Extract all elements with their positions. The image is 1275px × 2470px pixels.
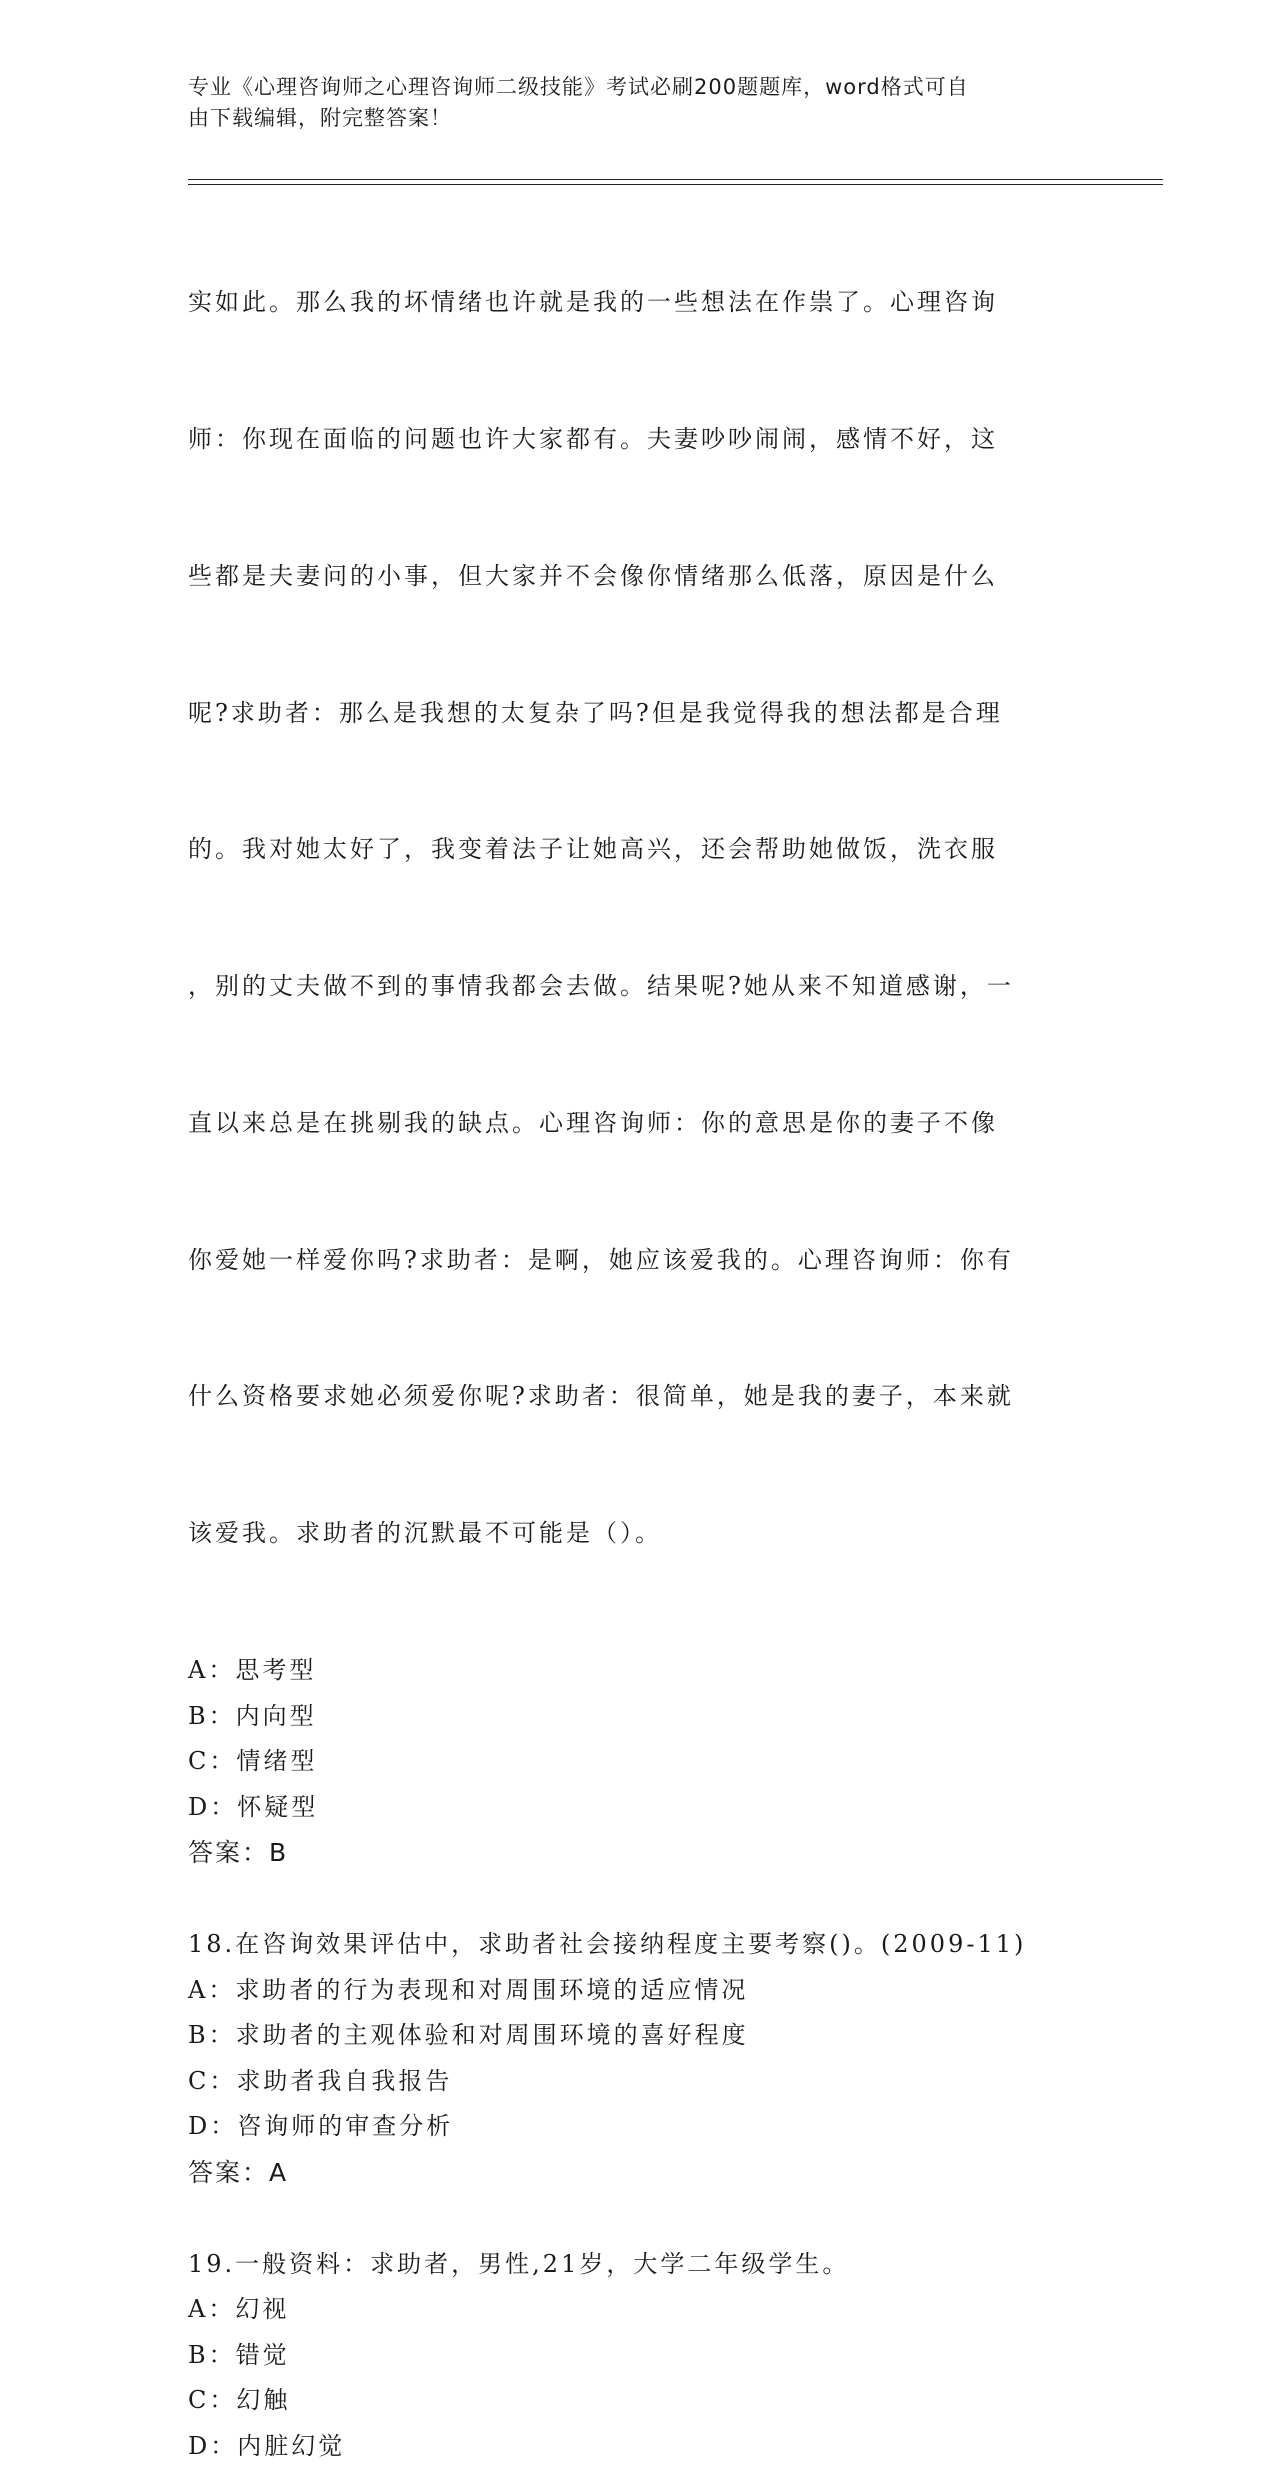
header-line-1: 专业《心理咨询师之心理咨询师二级技能》考试必刷200题题库，word格式可自: [188, 75, 969, 99]
document-header: [188, 72, 1088, 134]
option-d: D：怀疑型: [188, 1792, 319, 1821]
option-c: C：求助者我自我报告: [188, 2066, 453, 2095]
question-18: [188, 1922, 1088, 2196]
answer-label: 答案：A: [188, 2157, 289, 2187]
question-17: [188, 189, 1088, 1876]
question-text-line: 的。我对她太好了，我变着法子让她高兴，还会帮助她做饭，洗衣服: [188, 835, 998, 864]
question-text-line: 师：你现在面临的问题也许大家都有。夫妻吵吵闹闹，感情不好，这: [188, 424, 998, 453]
option-b: B：内向型: [188, 1701, 317, 1730]
header-divider-bottom: [188, 184, 1163, 185]
spacer: [188, 2196, 1088, 2242]
question-19-text: 19.一般资料：求助者，男性,21岁，大学二年级学生。: [188, 2249, 850, 2278]
option-c: C：情绪型: [188, 1747, 318, 1776]
question-text-line: 什么资格要求她必须爱你呢?求助者：很简单，她是我的妻子，本来就: [188, 1382, 1014, 1411]
document-body: [188, 189, 1088, 2470]
spacer: [188, 1876, 1088, 1922]
option-c: C：幻触: [188, 2386, 291, 2415]
question-text-line: 些都是夫妻问的小事，但大家并不会像你情绪那么低落，原因是什么: [188, 561, 998, 590]
option-a: A：幻视: [188, 2295, 290, 2324]
option-b: B：错觉: [188, 2340, 290, 2369]
question-text-line: 你爱她一样爱你吗?求助者：是啊，她应该爱我的。心理咨询师：你有: [188, 1245, 1014, 1274]
question-text-line: 呢?求助者：那么是我想的太复杂了吗?但是我觉得我的想法都是合理: [188, 698, 1003, 727]
question-19: [188, 2242, 1088, 2470]
header-divider-top: [188, 179, 1163, 180]
option-a: A：思考型: [188, 1656, 317, 1684]
header-line-2: 由下载编辑，附完整答案！: [188, 106, 452, 130]
question-text-line: ，别的丈夫做不到的事情我都会去做。结果呢?她从来不知道感谢，一: [188, 972, 1014, 1001]
question-text-line: 直以来总是在挑剔我的缺点。心理咨询师：你的意思是你的妻子不像: [188, 1108, 998, 1137]
question-text-line: 实如此。那么我的坏情绪也许就是我的一些想法在作祟了。心理咨询: [188, 288, 998, 317]
option-a: A：求助者的行为表现和对周围环境的适应情况: [188, 1975, 749, 2004]
option-d: D：内脏幻觉: [188, 2431, 346, 2460]
option-b: B：求助者的主观体验和对周围环境的喜好程度: [188, 2021, 749, 2050]
option-d: D：咨询师的审查分析: [188, 2112, 454, 2141]
question-text-line: 该爱我。求助者的沉默最不可能是（）。: [188, 1519, 662, 1548]
answer-label: 答案：B: [188, 1838, 289, 1868]
question-18-text: 18.在咨询效果评估中，求助者社会接纳程度主要考察()。(2009-11): [188, 1929, 1027, 1958]
question-17-text: [188, 189, 1088, 1648]
